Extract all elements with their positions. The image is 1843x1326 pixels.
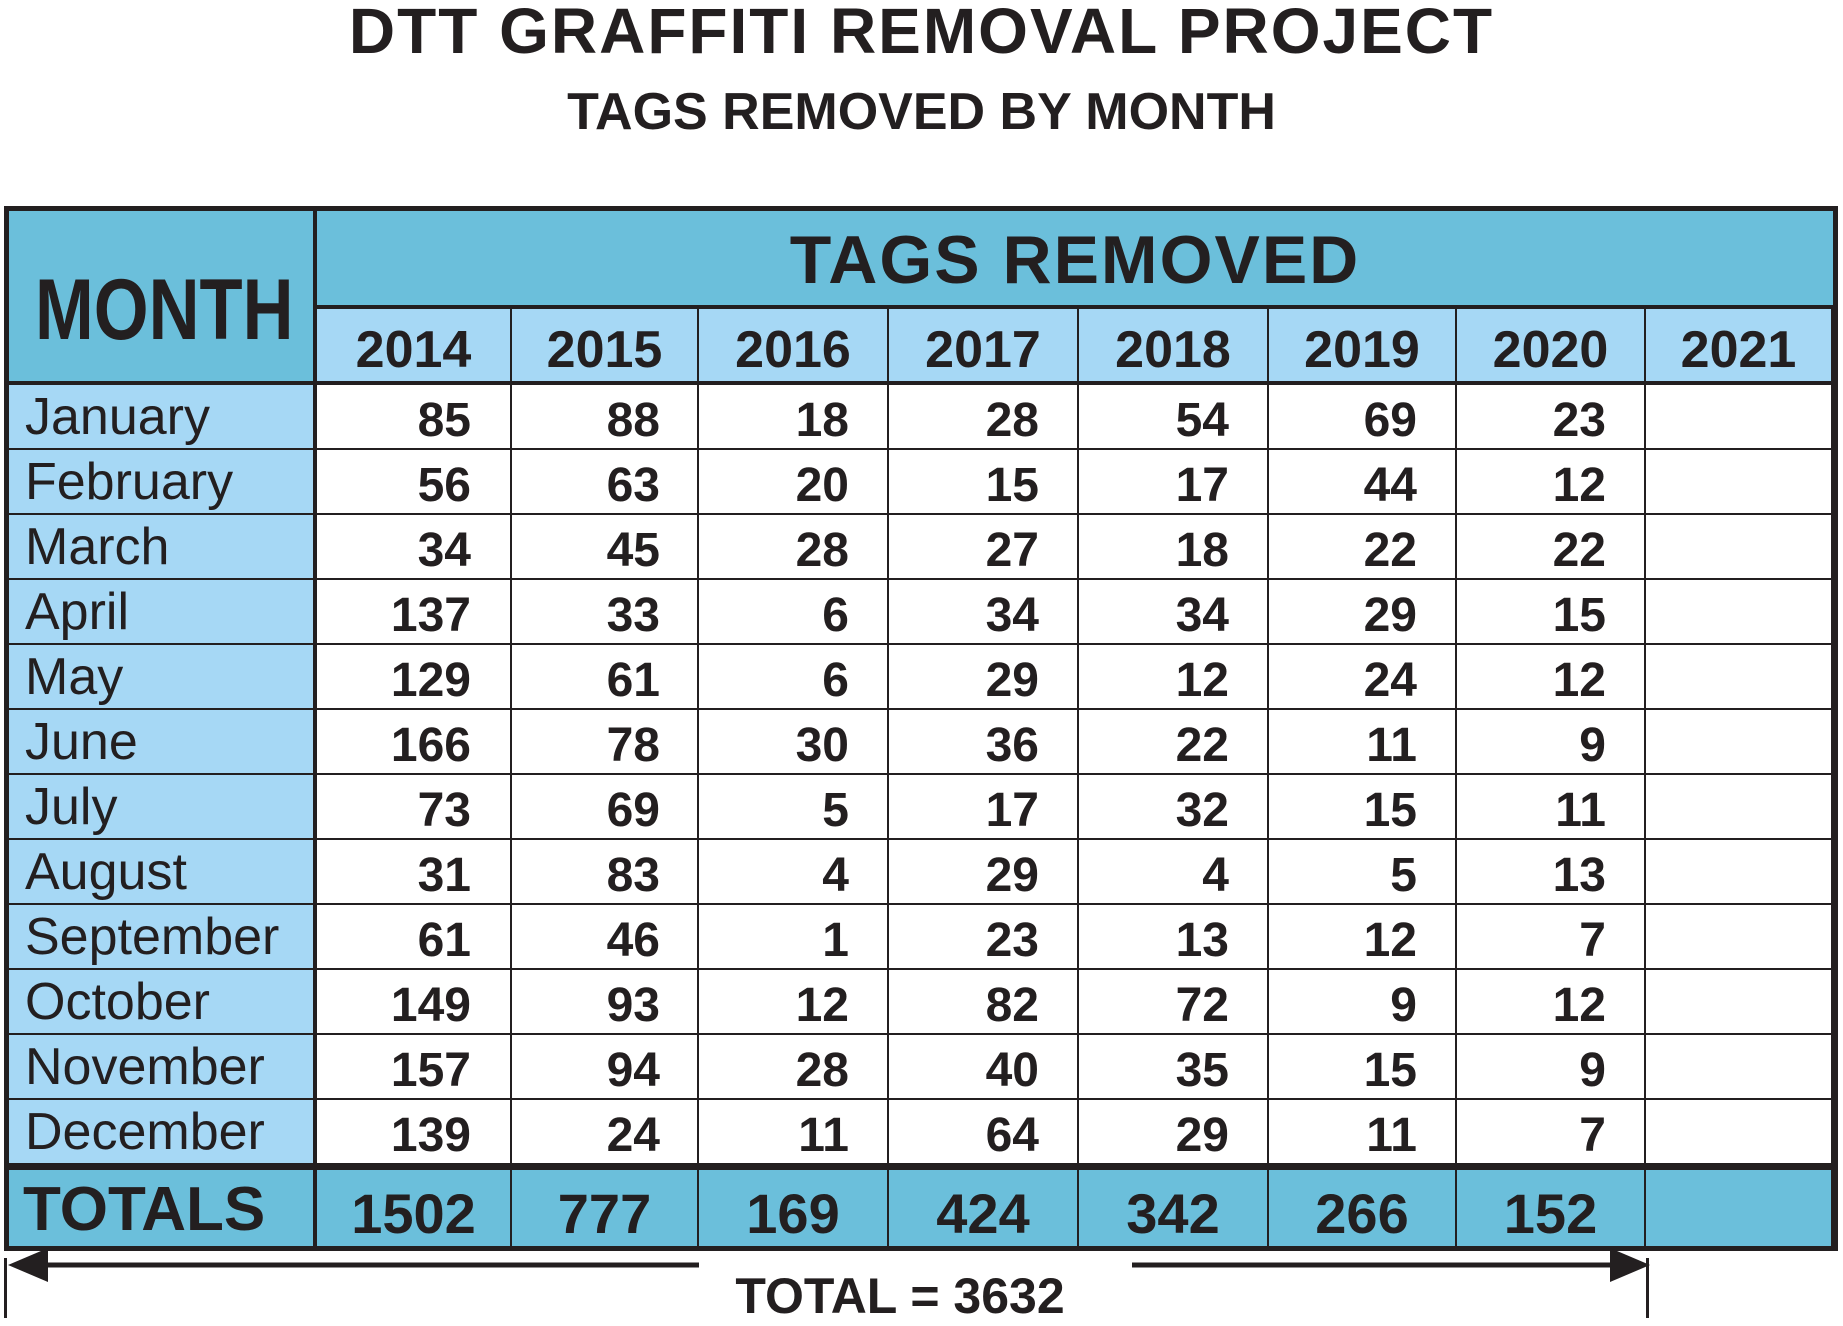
cell-june-2018: 22 xyxy=(1079,710,1269,775)
cell-november-2021 xyxy=(1646,1035,1833,1100)
cell-may-2018: 12 xyxy=(1079,645,1269,710)
cell-november-2014: 157 xyxy=(317,1035,512,1100)
cell-january-2014: 85 xyxy=(317,385,512,450)
cell-june-2016: 30 xyxy=(699,710,889,775)
cell-january-2018: 54 xyxy=(1079,385,1269,450)
cell-august-2014: 31 xyxy=(317,840,512,905)
month-label-november: November xyxy=(9,1035,317,1100)
cell-september-2014: 61 xyxy=(317,905,512,970)
cell-april-2021 xyxy=(1646,580,1833,645)
total-2018: 342 xyxy=(1079,1165,1269,1246)
cell-january-2020: 23 xyxy=(1457,385,1646,450)
cell-august-2021 xyxy=(1646,840,1833,905)
year-header-2015: 2015 xyxy=(512,309,699,385)
month-label-august: August xyxy=(9,840,317,905)
month-label-december: December xyxy=(9,1100,317,1165)
data-table xyxy=(4,206,1838,1251)
cell-january-2015: 88 xyxy=(512,385,699,450)
totals-label: TOTALS xyxy=(9,1165,317,1246)
cell-august-2018: 4 xyxy=(1079,840,1269,905)
cell-april-2014: 137 xyxy=(317,580,512,645)
cell-february-2018: 17 xyxy=(1079,450,1269,515)
cell-november-2018: 35 xyxy=(1079,1035,1269,1100)
cell-february-2017: 15 xyxy=(889,450,1079,515)
cell-october-2014: 149 xyxy=(317,970,512,1035)
cell-september-2018: 13 xyxy=(1079,905,1269,970)
cell-march-2014: 34 xyxy=(317,515,512,580)
cell-may-2020: 12 xyxy=(1457,645,1646,710)
cell-april-2016: 6 xyxy=(699,580,889,645)
span-tick-right xyxy=(1646,1258,1649,1318)
cell-april-2017: 34 xyxy=(889,580,1079,645)
cell-june-2014: 166 xyxy=(317,710,512,775)
cell-june-2019: 11 xyxy=(1269,710,1457,775)
cell-july-2019: 15 xyxy=(1269,775,1457,840)
cell-october-2017: 82 xyxy=(889,970,1079,1035)
cell-december-2019: 11 xyxy=(1269,1100,1457,1165)
month-label-september: September xyxy=(9,905,317,970)
total-2021 xyxy=(1646,1165,1833,1246)
cell-june-2021 xyxy=(1646,710,1833,775)
cell-march-2015: 45 xyxy=(512,515,699,580)
cell-december-2015: 24 xyxy=(512,1100,699,1165)
cell-august-2016: 4 xyxy=(699,840,889,905)
total-2016: 169 xyxy=(699,1165,889,1246)
cell-august-2015: 83 xyxy=(512,840,699,905)
cell-december-2016: 11 xyxy=(699,1100,889,1165)
cell-december-2017: 64 xyxy=(889,1100,1079,1165)
cell-july-2020: 11 xyxy=(1457,775,1646,840)
cell-february-2016: 20 xyxy=(699,450,889,515)
year-header-2016: 2016 xyxy=(699,309,889,385)
cell-january-2021 xyxy=(1646,385,1833,450)
cell-february-2019: 44 xyxy=(1269,450,1457,515)
month-label-october: October xyxy=(9,970,317,1035)
cell-march-2020: 22 xyxy=(1457,515,1646,580)
cell-march-2017: 27 xyxy=(889,515,1079,580)
cell-june-2017: 36 xyxy=(889,710,1079,775)
cell-july-2014: 73 xyxy=(317,775,512,840)
cell-february-2021 xyxy=(1646,450,1833,515)
month-label-january: January xyxy=(9,385,317,450)
cell-january-2017: 28 xyxy=(889,385,1079,450)
cell-may-2015: 61 xyxy=(512,645,699,710)
month-label-may: May xyxy=(9,645,317,710)
cell-july-2017: 17 xyxy=(889,775,1079,840)
cell-april-2019: 29 xyxy=(1269,580,1457,645)
year-header-2020: 2020 xyxy=(1457,309,1646,385)
cell-october-2018: 72 xyxy=(1079,970,1269,1035)
year-header-2018: 2018 xyxy=(1079,309,1269,385)
cell-february-2015: 63 xyxy=(512,450,699,515)
cell-august-2020: 13 xyxy=(1457,840,1646,905)
chart-subtitle: TAGS REMOVED BY MONTH xyxy=(567,83,1276,141)
cell-october-2019: 9 xyxy=(1269,970,1457,1035)
total-2014: 1502 xyxy=(317,1165,512,1246)
cell-december-2020: 7 xyxy=(1457,1100,1646,1165)
cell-may-2019: 24 xyxy=(1269,645,1457,710)
cell-april-2020: 15 xyxy=(1457,580,1646,645)
cell-may-2021 xyxy=(1646,645,1833,710)
cell-july-2015: 69 xyxy=(512,775,699,840)
cell-april-2015: 33 xyxy=(512,580,699,645)
cell-september-2021 xyxy=(1646,905,1833,970)
cell-august-2017: 29 xyxy=(889,840,1079,905)
cell-june-2015: 78 xyxy=(512,710,699,775)
cell-november-2020: 9 xyxy=(1457,1035,1646,1100)
cell-november-2019: 15 xyxy=(1269,1035,1457,1100)
month-column-header: MONTH xyxy=(9,211,317,385)
month-label-march: March xyxy=(9,515,317,580)
cell-october-2015: 93 xyxy=(512,970,699,1035)
cell-march-2019: 22 xyxy=(1269,515,1457,580)
tags-removed-header: TAGS REMOVED xyxy=(317,211,1833,309)
year-header-2017: 2017 xyxy=(889,309,1079,385)
cell-may-2017: 29 xyxy=(889,645,1079,710)
total-2019: 266 xyxy=(1269,1165,1457,1246)
month-label-february: February xyxy=(9,450,317,515)
cell-december-2018: 29 xyxy=(1079,1100,1269,1165)
month-label-june: June xyxy=(9,710,317,775)
cell-september-2016: 1 xyxy=(699,905,889,970)
total-2017: 424 xyxy=(889,1165,1079,1246)
total-2020: 152 xyxy=(1457,1165,1646,1246)
span-tick-left xyxy=(4,1258,7,1318)
cell-june-2020: 9 xyxy=(1457,710,1646,775)
grand-total: TOTAL = 3632 xyxy=(735,1268,1065,1324)
cell-july-2021 xyxy=(1646,775,1833,840)
cell-september-2015: 46 xyxy=(512,905,699,970)
cell-january-2019: 69 xyxy=(1269,385,1457,450)
cell-september-2020: 7 xyxy=(1457,905,1646,970)
cell-december-2014: 139 xyxy=(317,1100,512,1165)
cell-september-2017: 23 xyxy=(889,905,1079,970)
cell-november-2016: 28 xyxy=(699,1035,889,1100)
cell-october-2016: 12 xyxy=(699,970,889,1035)
cell-october-2021 xyxy=(1646,970,1833,1035)
cell-july-2016: 5 xyxy=(699,775,889,840)
month-label-july: July xyxy=(9,775,317,840)
cell-august-2019: 5 xyxy=(1269,840,1457,905)
year-header-2014: 2014 xyxy=(317,309,512,385)
cell-march-2016: 28 xyxy=(699,515,889,580)
cell-april-2018: 34 xyxy=(1079,580,1269,645)
cell-november-2015: 94 xyxy=(512,1035,699,1100)
cell-october-2020: 12 xyxy=(1457,970,1646,1035)
year-header-2019: 2019 xyxy=(1269,309,1457,385)
cell-march-2021 xyxy=(1646,515,1833,580)
cell-february-2020: 12 xyxy=(1457,450,1646,515)
cell-may-2014: 129 xyxy=(317,645,512,710)
cell-september-2019: 12 xyxy=(1269,905,1457,970)
arrow-head-left xyxy=(8,1248,48,1282)
total-2015: 777 xyxy=(512,1165,699,1246)
cell-december-2021 xyxy=(1646,1100,1833,1165)
cell-may-2016: 6 xyxy=(699,645,889,710)
cell-november-2017: 40 xyxy=(889,1035,1079,1100)
chart-title: DTT GRAFFITI REMOVAL PROJECT xyxy=(348,0,1495,67)
arrow-head-right xyxy=(1610,1248,1650,1282)
cell-march-2018: 18 xyxy=(1079,515,1269,580)
cell-july-2018: 32 xyxy=(1079,775,1269,840)
month-label-april: April xyxy=(9,580,317,645)
year-header-2021: 2021 xyxy=(1646,309,1833,385)
cell-january-2016: 18 xyxy=(699,385,889,450)
cell-february-2014: 56 xyxy=(317,450,512,515)
